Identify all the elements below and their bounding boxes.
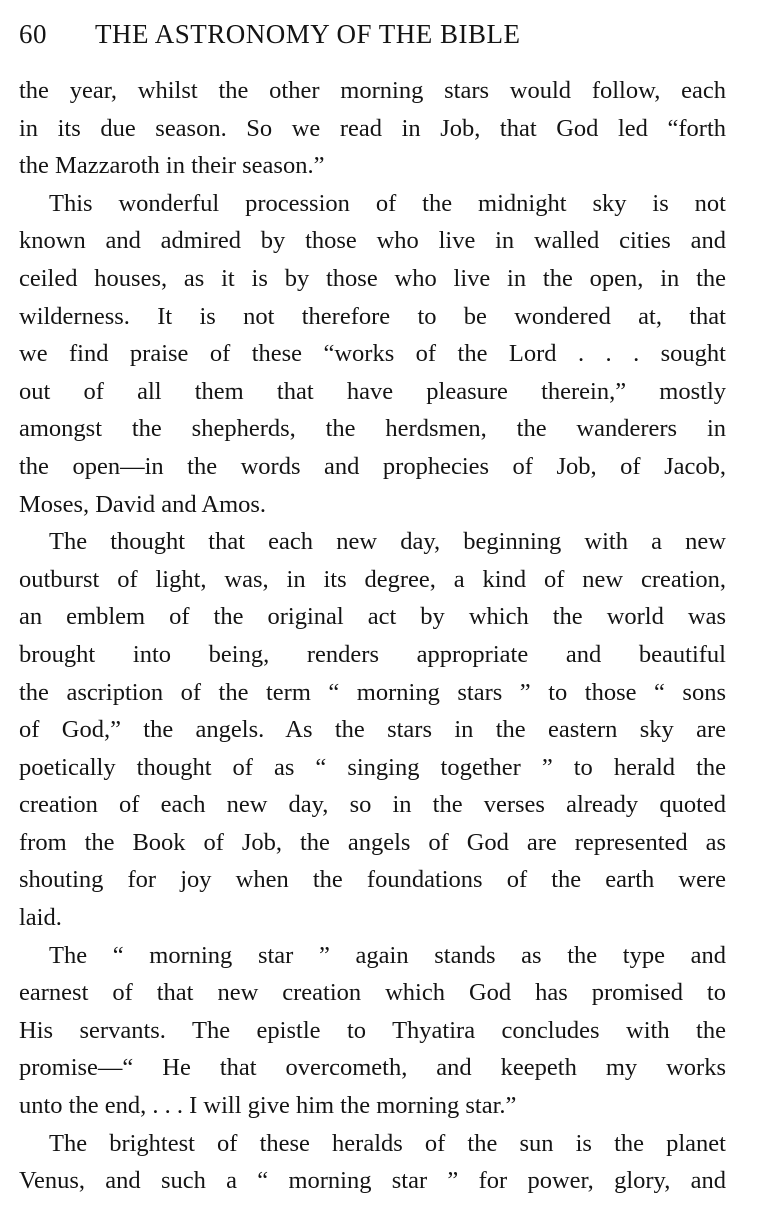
text-line: in its due season. So we read in Job, that God led “forth bbox=[19, 114, 726, 142]
text-line: brought into being, renders appropriate and beautiful bbox=[19, 640, 726, 668]
text-line: an emblem of the original act by which the world was bbox=[19, 603, 726, 631]
paragraph bbox=[19, 72, 726, 185]
text-line: unto the end, . . . I will give him the morning star.” bbox=[19, 1092, 517, 1120]
text-line: the open—in the words and prophecies of Job, of Jacob, bbox=[19, 452, 726, 480]
text-line: out of all them that have pleasure therein,” mostly bbox=[19, 377, 726, 405]
text-line: the year, whilst the other morning stars would follow, each bbox=[19, 77, 726, 104]
text-line: from the Book of Job, the angels of God are represented as bbox=[19, 828, 726, 856]
text-line: The brightest of these heralds of the sun is the planet bbox=[49, 1129, 726, 1157]
paragraph bbox=[19, 1125, 726, 1200]
text-line: Venus, and such a “ morning star ” for power, glory, and bbox=[19, 1167, 726, 1195]
text-line: The “ morning star ” again stands as the type and bbox=[49, 941, 726, 969]
paragraph bbox=[19, 937, 726, 1125]
text-line: His servants. The epistle to Thyatira concludes with the bbox=[19, 1016, 726, 1044]
text-line: amongst the shepherds, the herdsmen, the wanderers in bbox=[19, 415, 726, 443]
text-line: The thought that each new day, beginning with a new bbox=[49, 528, 726, 556]
text-line: shouting for joy when the foundations of the earth were bbox=[19, 866, 726, 894]
page-number: 60 bbox=[19, 19, 47, 49]
text-line: promise—“ He that overcometh, and keepeth my works bbox=[19, 1054, 726, 1082]
text-line: creation of each new day, so in the verses already quoted bbox=[19, 791, 726, 819]
text-line: outburst of light, was, in its degree, a kind of new creation, bbox=[19, 565, 726, 593]
text-line: the ascription of the term “ morning stars ” to those “ sons bbox=[19, 678, 726, 706]
paragraph bbox=[19, 523, 726, 937]
text-line: ceiled houses, as it is by those who live in the open, in the bbox=[19, 264, 726, 292]
text-line: of God,” the angels. As the stars in the eastern sky are bbox=[19, 716, 726, 744]
text-line: known and admired by those who live in walled cities and bbox=[19, 227, 726, 255]
text-line: Moses, David and Amos. bbox=[19, 490, 267, 518]
body-text bbox=[19, 72, 726, 1200]
text-line: earnest of that new creation which God has promised to bbox=[19, 979, 726, 1007]
page-header bbox=[19, 14, 729, 54]
text-line: This wonderful procession of the midnight sky is not bbox=[49, 189, 726, 217]
text-line: the Mazzaroth in their season.” bbox=[19, 152, 325, 180]
text-line: laid. bbox=[19, 904, 62, 932]
text-line: we find praise of these “works of the Lord . . . sought bbox=[19, 340, 726, 368]
text-line: wilderness. It is not therefore to be wondered at, that bbox=[19, 302, 726, 330]
running-title: THE ASTRONOMY OF THE BIBLE bbox=[95, 19, 521, 49]
paragraph bbox=[19, 185, 726, 523]
text-line: poetically thought of as “ singing together ” to herald the bbox=[19, 753, 726, 781]
